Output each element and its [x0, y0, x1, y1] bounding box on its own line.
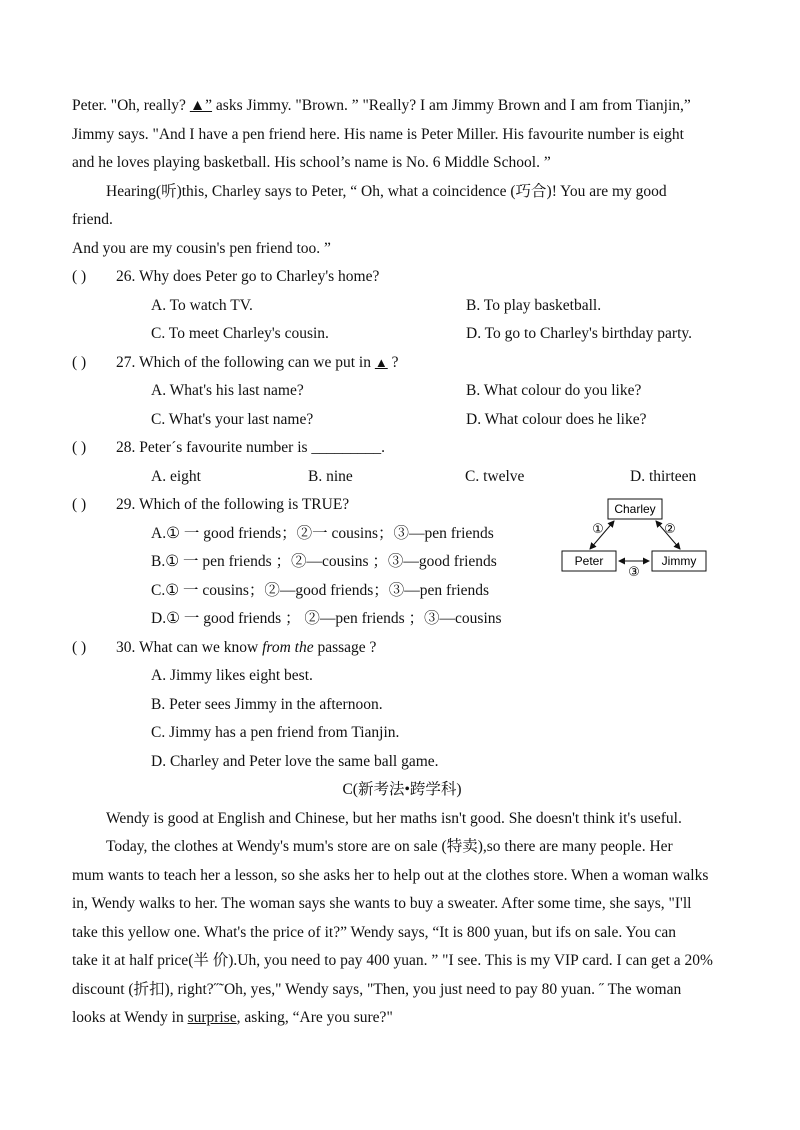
question-26	[72, 263, 732, 349]
question-27	[72, 349, 732, 435]
option-c: C. Jimmy has a pen friend from Tianjin.	[151, 724, 400, 741]
option-c: C. twelve	[465, 467, 525, 485]
answer-paren: ( )	[72, 439, 87, 456]
question-30	[72, 634, 732, 777]
option-b: B. Peter sees Jimmy in the afternoon.	[151, 695, 383, 713]
option-b: B. To play basketball.	[466, 296, 602, 314]
section-heading: C(新考法•跨学科)	[342, 781, 462, 798]
passage-line: Hearing(听)this, Charley says to Peter, “ Oh, what a coincidence (巧合)! You are my good	[106, 182, 667, 200]
triangle-marker: ▲	[374, 354, 388, 370]
passage-line: Wendy is good at English and Chinese, but her maths isn't good. She doesn't think it's useful.	[106, 809, 682, 827]
option-b: B. nine	[308, 467, 353, 485]
question-28	[72, 434, 732, 491]
underlined-word: surprise	[187, 1009, 237, 1026]
passage-line: And you are my cousin's pen friend too. ”	[72, 239, 331, 257]
passage-line: looks at Wendy in surprise, asking, “Are you sure?"	[72, 1009, 393, 1026]
relationship-diagram	[560, 497, 708, 577]
option-d: D. thirteen	[630, 467, 697, 485]
document-page	[72, 92, 732, 1033]
answer-paren: ( )	[72, 268, 87, 285]
passage-line: take it at half price(半 价).Uh, you need to pay 400 yuan. ” "I see. This is my VIP card. I can get a 20%	[72, 952, 713, 969]
answer-paren: ( )	[72, 496, 87, 513]
option-a: A.① 一 good friends；②一 cousins；③—pen friends	[151, 524, 494, 542]
option-b: B. What colour do you like?	[466, 382, 642, 399]
passage-line: friend.	[72, 211, 113, 228]
option-c: C. What's your last name?	[151, 410, 314, 428]
node-peter: Peter	[574, 554, 604, 568]
option-d: D.① 一 good friends ； ②—pen friends ；③—cousins	[151, 610, 502, 627]
option-b: B.① 一 pen friends ；②—cousins ；③—good friends	[151, 553, 497, 570]
question-stem: 28. Peterˊs favourite number is _________.	[116, 439, 386, 456]
marker-1: ①	[592, 522, 604, 537]
question-stem: 26. Why does Peter go to Charley's home?	[116, 268, 380, 285]
option-c: C. To meet Charley's cousin.	[151, 325, 329, 342]
option-d: D. Charley and Peter love the same ball game.	[151, 752, 439, 770]
passage-line: in, Wendy walks to her. The woman says she wants to buy a sweater. After some time, she says, "I'll	[72, 895, 692, 912]
marker-2: ②	[664, 522, 676, 537]
option-a: A. eight	[151, 467, 201, 485]
option-c: C.① 一 cousins；②—good friends；③—pen friends	[151, 581, 490, 599]
question-stem: 29. Which of the following is TRUE?	[116, 496, 350, 513]
passage-line: and he loves playing basketball. His school’s name is No. 6 Middle School. ”	[72, 154, 551, 171]
option-d: D. To go to Charley's birthday party.	[466, 325, 692, 342]
option-a: A. To watch TV.	[151, 296, 253, 314]
marker-3: ③	[628, 565, 640, 577]
passage-line: Peter. "Oh, really? ▲” asks Jimmy. "Brown. ” "Really? I am Jimmy Brown and I am from Tianjin,”	[72, 97, 691, 114]
passage-line: mum wants to teach her a lesson, so she asks her to help out at the clothes store. When a woman walks	[72, 866, 709, 884]
question-29	[72, 491, 732, 634]
passage-line: Jimmy says. "And I have a pen friend here. His name is Peter Miller. His favourite number is eight	[72, 125, 684, 143]
blank-marker: ▲”	[189, 97, 213, 114]
question-stem: 30. What can we know from the passage ?	[116, 638, 377, 656]
node-jimmy: Jimmy	[661, 554, 697, 568]
option-a: A. What's his last name?	[151, 382, 304, 399]
passage-line: discount (折扣), right?˝˜Oh, yes," Wendy says, "Then, you just need to pay 80 yuan. ˝ The woman	[72, 980, 682, 998]
answer-paren: ( )	[72, 638, 87, 656]
node-charley: Charley	[614, 502, 656, 516]
answer-paren: ( )	[72, 353, 87, 371]
option-a: A. Jimmy likes eight best.	[151, 667, 313, 684]
option-d: D. What colour does he like?	[466, 410, 647, 428]
question-stem: 27. Which of the following can we put in ▲ ?	[116, 353, 399, 371]
passage-line: Today, the clothes at Wendy's mum's store are on sale (特卖),so there are many people. Her	[106, 838, 673, 855]
passage-line: take this yellow one. What's the price of it?” Wendy says, “It is 800 yuan, but ifs on sale. You can	[72, 923, 677, 941]
